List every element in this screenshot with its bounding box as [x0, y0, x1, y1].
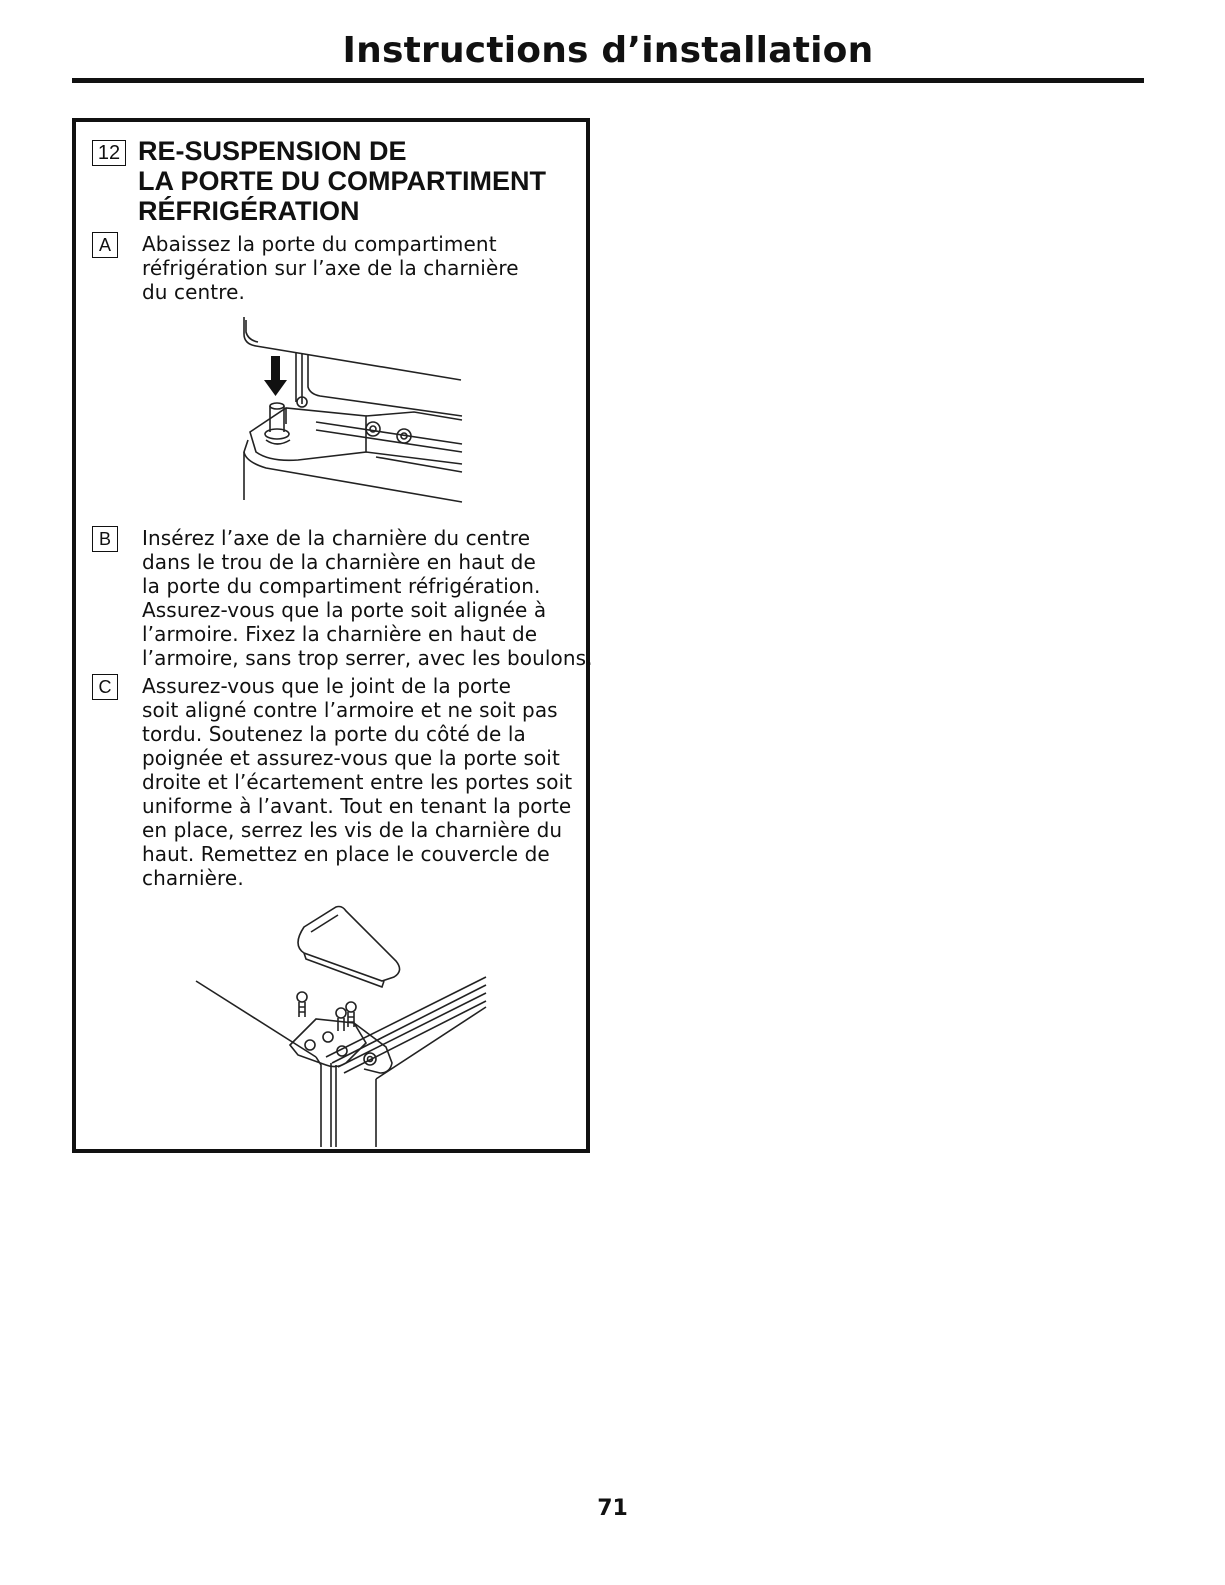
substep-line: poignée et assurez-vous que la porte soit [142, 746, 560, 770]
substep-line: l’armoire, sans trop serrer, avec les boulons. [142, 646, 593, 670]
substep-line: haut. Remettez en place le couvercle de [142, 842, 550, 866]
substep-line: droite et l’écartement entre les portes soit [142, 770, 573, 794]
step-box [72, 118, 593, 1153]
top-hinge-cover-illustration [186, 897, 496, 1147]
substep-line: Abaissez la porte du compartiment [142, 232, 497, 256]
substep-a-text [142, 232, 578, 304]
substep-line: charnière. [142, 866, 244, 890]
substep-line: Assurez-vous que le joint de la porte [142, 674, 511, 698]
substep-line: Insérez l’axe de la charnière du centre [142, 526, 531, 550]
substep-line: uniforme à l’avant. Tout en tenant la porte [142, 794, 572, 818]
page-header [72, 26, 1144, 83]
substep-b-text [142, 526, 593, 670]
step-number-badge: 12 [92, 140, 126, 166]
substep-line: tordu. Soutenez la porte du côté de la [142, 722, 526, 746]
substep-line: en place, serrez les vis de la charnière du [142, 818, 563, 842]
step-title [138, 136, 578, 226]
substep-line: dans le trou de la charnière en haut de [142, 550, 536, 574]
substep-line: réfrigération sur l’axe de la charnière [142, 256, 519, 280]
substep-line: du centre. [142, 280, 245, 304]
substep-c-text [142, 674, 578, 890]
page-title: Instructions d’installation [342, 30, 874, 71]
substep-line: la porte du compartiment réfrigération. [142, 574, 541, 598]
substep-c-label: C [92, 674, 118, 700]
substep-b-label: B [92, 526, 118, 552]
substep-line: soit aligné contre l’armoire et ne soit pas [142, 698, 558, 722]
step-title-line: RE-SUSPENSION DE [138, 136, 407, 166]
substep-line: l’armoire. Fixez la charnière en haut de [142, 622, 538, 646]
step-title-line: LA PORTE DU COMPARTIMENT [138, 166, 546, 196]
substep-a-label: A [92, 232, 118, 258]
substep-line: Assurez-vous que la porte soit alignée à [142, 598, 547, 622]
hinge-pin-illustration [226, 312, 476, 512]
page-number: 71 [597, 1496, 628, 1521]
step-title-line: RÉFRIGÉRATION [138, 196, 360, 226]
